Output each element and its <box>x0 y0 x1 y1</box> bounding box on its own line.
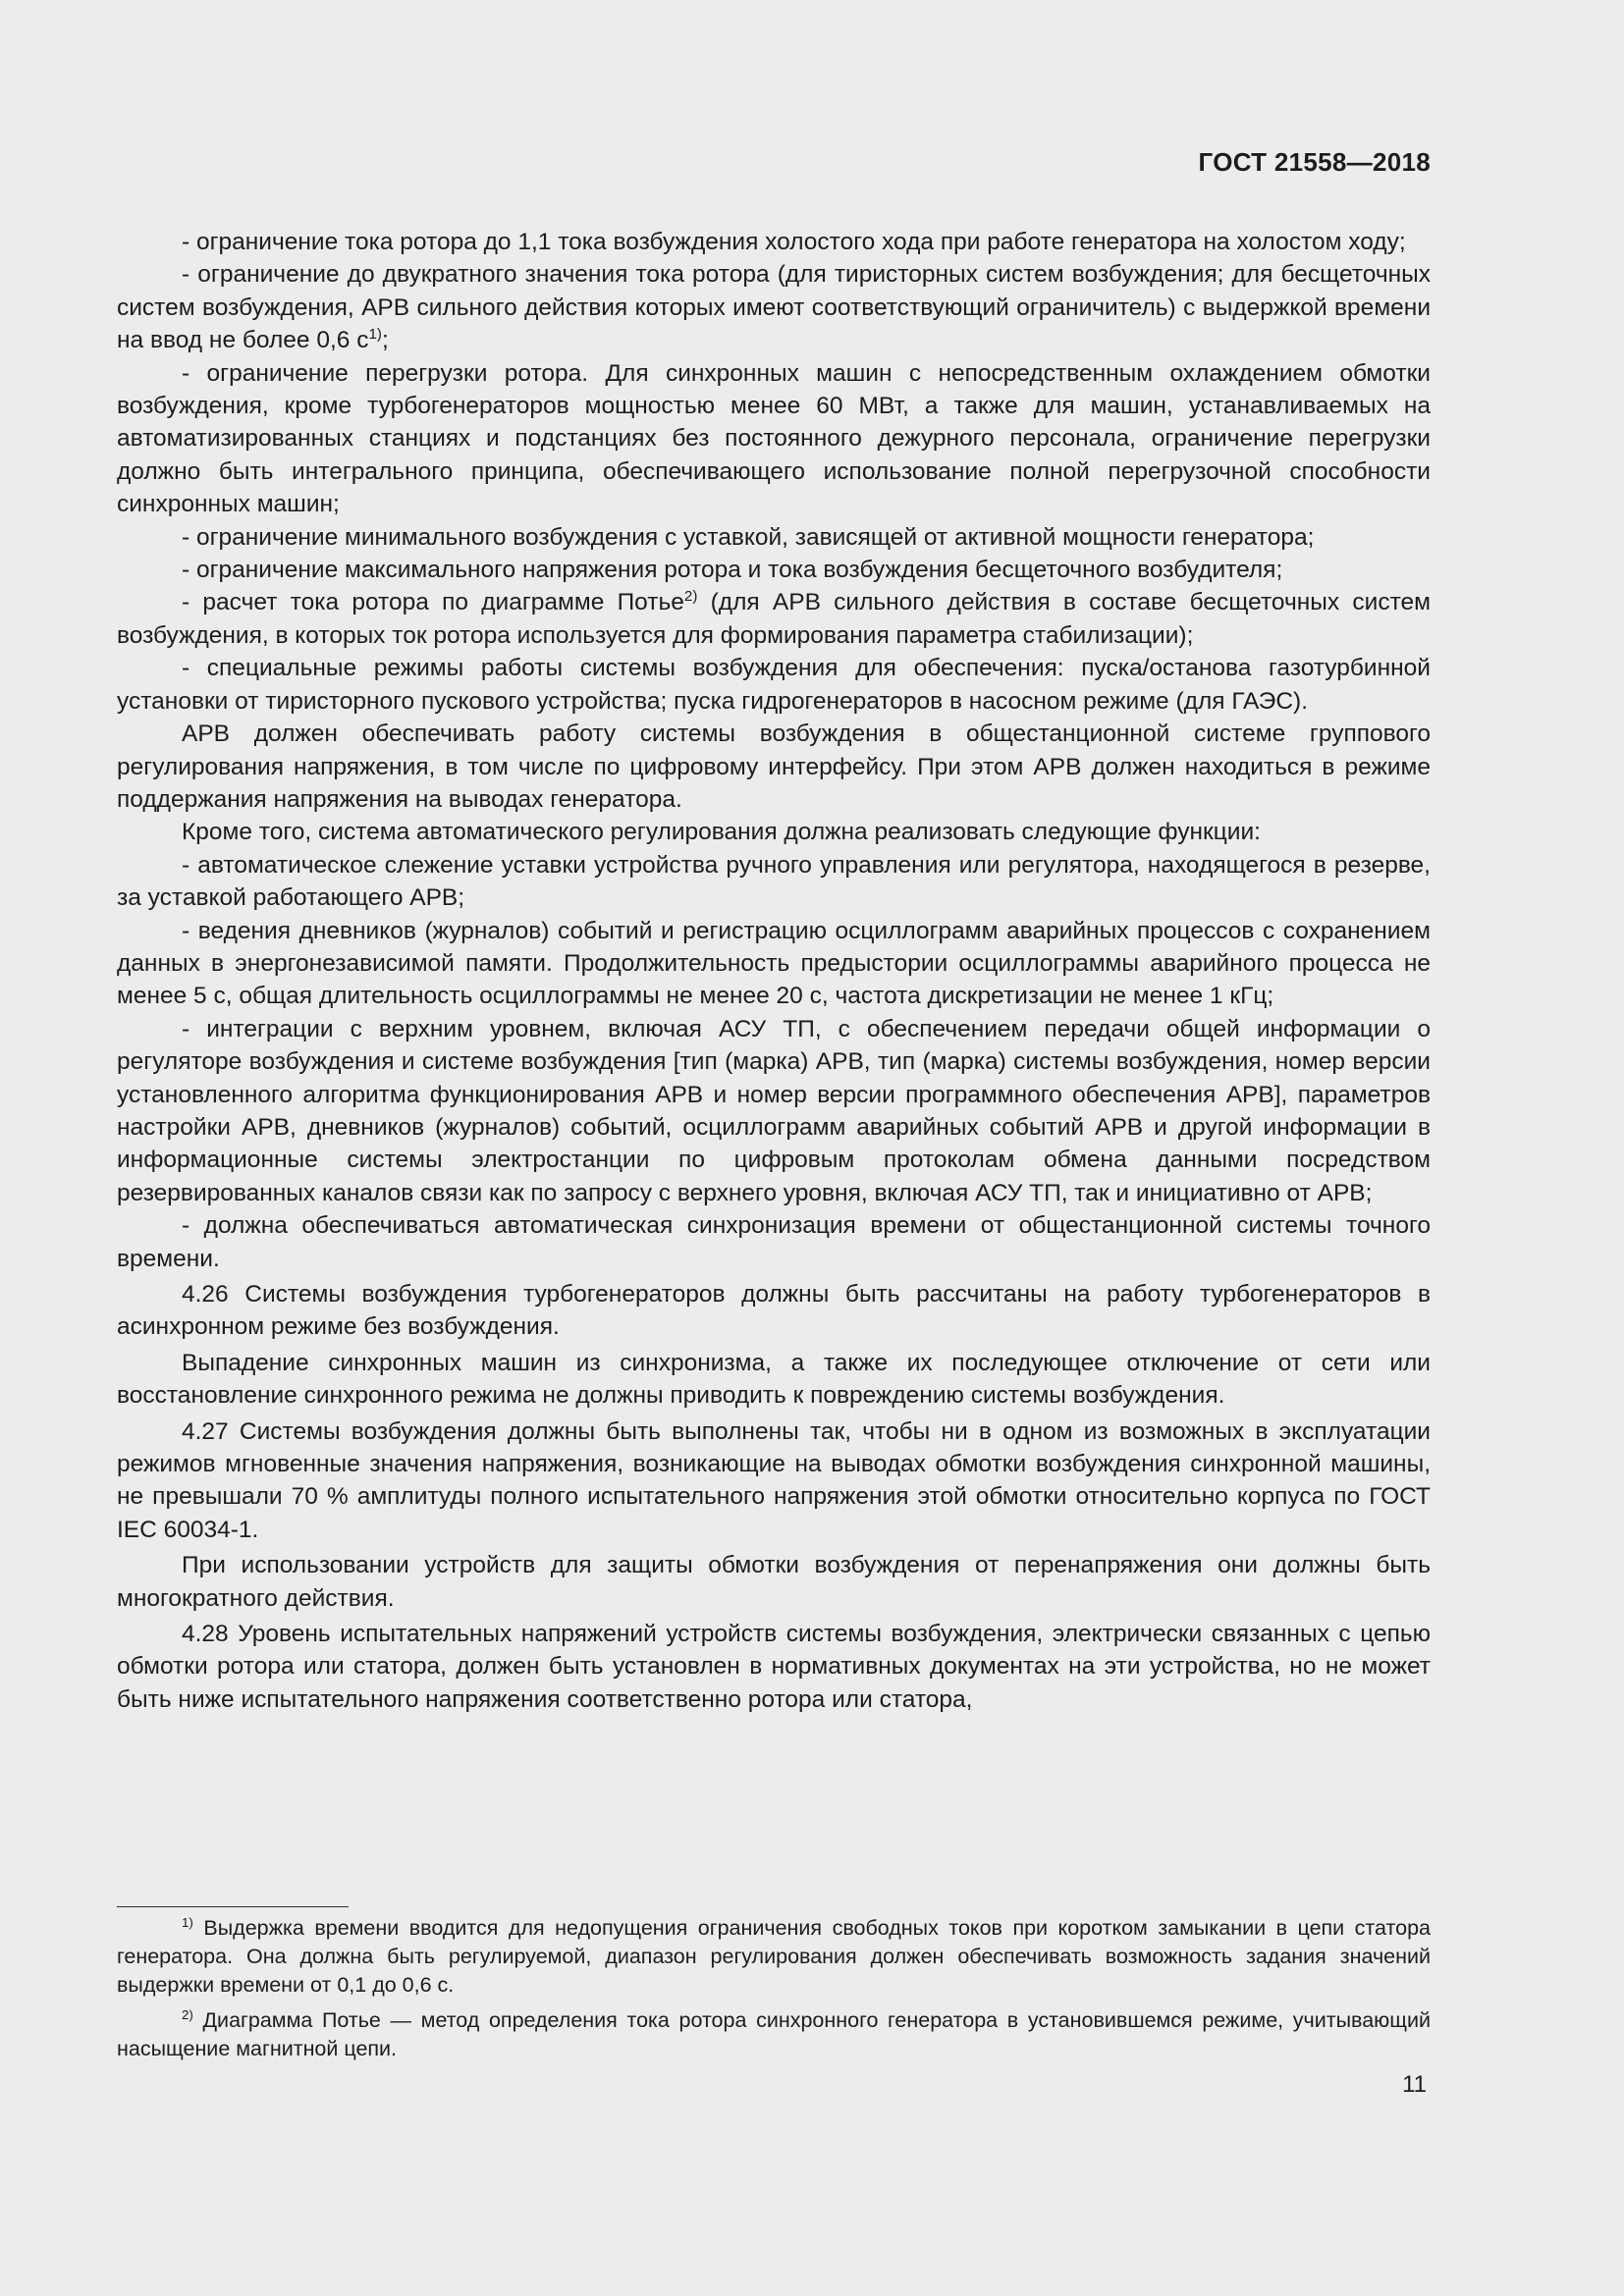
paragraph <box>117 258 1431 356</box>
footnote-ref-1: 1) <box>368 326 382 344</box>
paragraph: - ограничение минимального возбуждения с уставкой, зависящей от активной мощности генератора; <box>182 523 1315 551</box>
paragraph: АРВ должен обеспечивать работу системы возбуждения в общестанционной системе группового регулирования напряжения, в том числе по цифровому интерфейсу. При этом АРВ должен находиться в режиме поддержания напряжения на выводах генератора. <box>117 721 1431 813</box>
paragraph: 4.27 Системы возбуждения должны быть выполнены так, чтобы ни в одном из возможных в эксплуатации режимов мгновенные значения напряжения, возникающие на выводах обмотки возбуждения синхронной машины, не превышали 70 % амплитуды полного испытательного напряжения этой обмотки относительно корпуса по ГОСТ IEC 60034-1. <box>117 1417 1431 1543</box>
paragraph <box>117 586 1431 652</box>
paragraph: - ограничение перегрузки ротора. Для синхронных машин с непосредственным охлаждением обмотки возбуждения, кроме турбогенераторов мощностью менее 60 МВт, а также для машин, устанавливаемых на автоматизированных станциях и подстанциях без постоянного дежурного персонала, ограничение перегрузки должно быть интегрального принципа, обеспечивающего использование полной перегрузочной способности синхронных машин; <box>117 359 1431 518</box>
footnote-mark: 1) <box>182 1914 193 1930</box>
paragraph: - специальные режимы работы системы возбуждения для обеспечения: пуска/останова газотурбинной установки от тиристорного пускового устройства; пуска гидрогенераторов в насосном режиме (для ГАЭС). <box>117 655 1431 715</box>
footnote-1 <box>117 1914 1431 2000</box>
paragraph-text: (для АРВ сильного действия в составе бесщеточных систем возбуждения, в которых ток ротора используется для формирования параметра стабилизации); <box>117 589 1432 649</box>
paragraph: Кроме того, система автоматического регулирования должна реализовать следующие функции: <box>182 819 1261 846</box>
paragraph-text: - ограничение до двукратного значения тока ротора (для тиристорных систем возбуждения; для бесщеточных систем возбуждения, АРВ сильного действия которых имеют соответствующий ограничитель) с выдержкой времени на ввод не более 0,6 с <box>117 261 1431 354</box>
main-text <box>117 226 1431 1716</box>
paragraph: 4.26 Системы возбуждения турбогенераторов должны быть рассчитаны на работу турбогенераторов в асинхронном режиме без возбуждения. <box>117 1281 1431 1341</box>
paragraph: 4.28 Уровень испытательных напряжений устройств системы возбуждения, электрически связанных с цепью обмотки ротора или статора, должен быть установлен в нормативных документах на эти устройства, но не может быть ниже испытательного напряжения соответственно ротора или статора, <box>117 1621 1431 1713</box>
paragraph: - ведения дневников (журналов) событий и регистрацию осциллограмм аварийных процессов с сохранением данных в энергонезависимой памяти. Продолжительность предыстории осциллограммы аварийного процесса не менее 5 с, общая длительность осциллограммы не менее 20 с, частота дискретизации не менее 1 кГц; <box>117 917 1431 1010</box>
footnote-ref-2: 2) <box>683 588 698 606</box>
footnote-2 <box>117 2006 1431 2063</box>
paragraph-text: - расчет тока ротора по диаграмме Потье <box>182 589 684 616</box>
paragraph: - автоматическое слежение уставки устройства ручного управления или регулятора, находящегося в резерве, за уставкой работающего АРВ; <box>117 851 1431 912</box>
document-header: ГОСТ 21558—2018 <box>1198 147 1431 177</box>
paragraph-text: ; <box>381 327 389 354</box>
page-number: 11 <box>1402 2071 1427 2098</box>
paragraph: Выпадение синхронных машин из синхронизма, а также их последующее отключение от сети или восстановление синхронного режима не должны приводить к повреждению системы возбуждения. <box>117 1349 1431 1410</box>
paragraph: - ограничение тока ротора до 1,1 тока возбуждения холостого хода при работе генератора на холостом ходу; <box>182 229 1406 255</box>
footnote-divider <box>117 1906 349 1907</box>
paragraph: - должна обеспечиваться автоматическая синхронизация времени от общестанционной системы точного времени. <box>117 1212 1431 1272</box>
footnote-mark: 2) <box>182 2006 193 2022</box>
footnotes <box>117 1914 1431 2070</box>
footnote-text: Диаграмма Потье — метод определения тока ротора синхронного генератора в установившемся режиме, учитывающий насыщение магнитной цепи. <box>117 2008 1431 2060</box>
footnote-text: Выдержка времени вводится для недопущения ограничения свободных токов при коротком замыкании в цепи статора генератора. Она должна быть регулируемой, диапазон регулирования должен обеспечивать возможность задания значений выдержки времени от 0,1 до 0,6 с. <box>117 1916 1431 1997</box>
paragraph: При использовании устройств для защиты обмотки возбуждения от перенапряжения они должны быть многократного действия. <box>117 1552 1431 1612</box>
paragraph: - интеграции с верхним уровнем, включая АСУ ТП, с обеспечением передачи общей информации о регуляторе возбуждения и системе возбуждения [тип (марка) АРВ, тип (марка) системы возбуждения, номер версии установленного алгоритма функционирования АРВ и номер версии программного обеспечения АРВ], параметров настройки АРВ, дневников (журналов) событий, осциллограмм аварийных событий АРВ и другой информации в информационные системы электростанции по цифровым протоколам обмена данными посредством резервированных каналов связи как по запросу с верхнего уровня, включая АСУ ТП, так и инициативно от АРВ; <box>117 1015 1431 1206</box>
paragraph: - ограничение максимального напряжения ротора и тока возбуждения бесщеточного возбудителя; <box>182 557 1283 584</box>
